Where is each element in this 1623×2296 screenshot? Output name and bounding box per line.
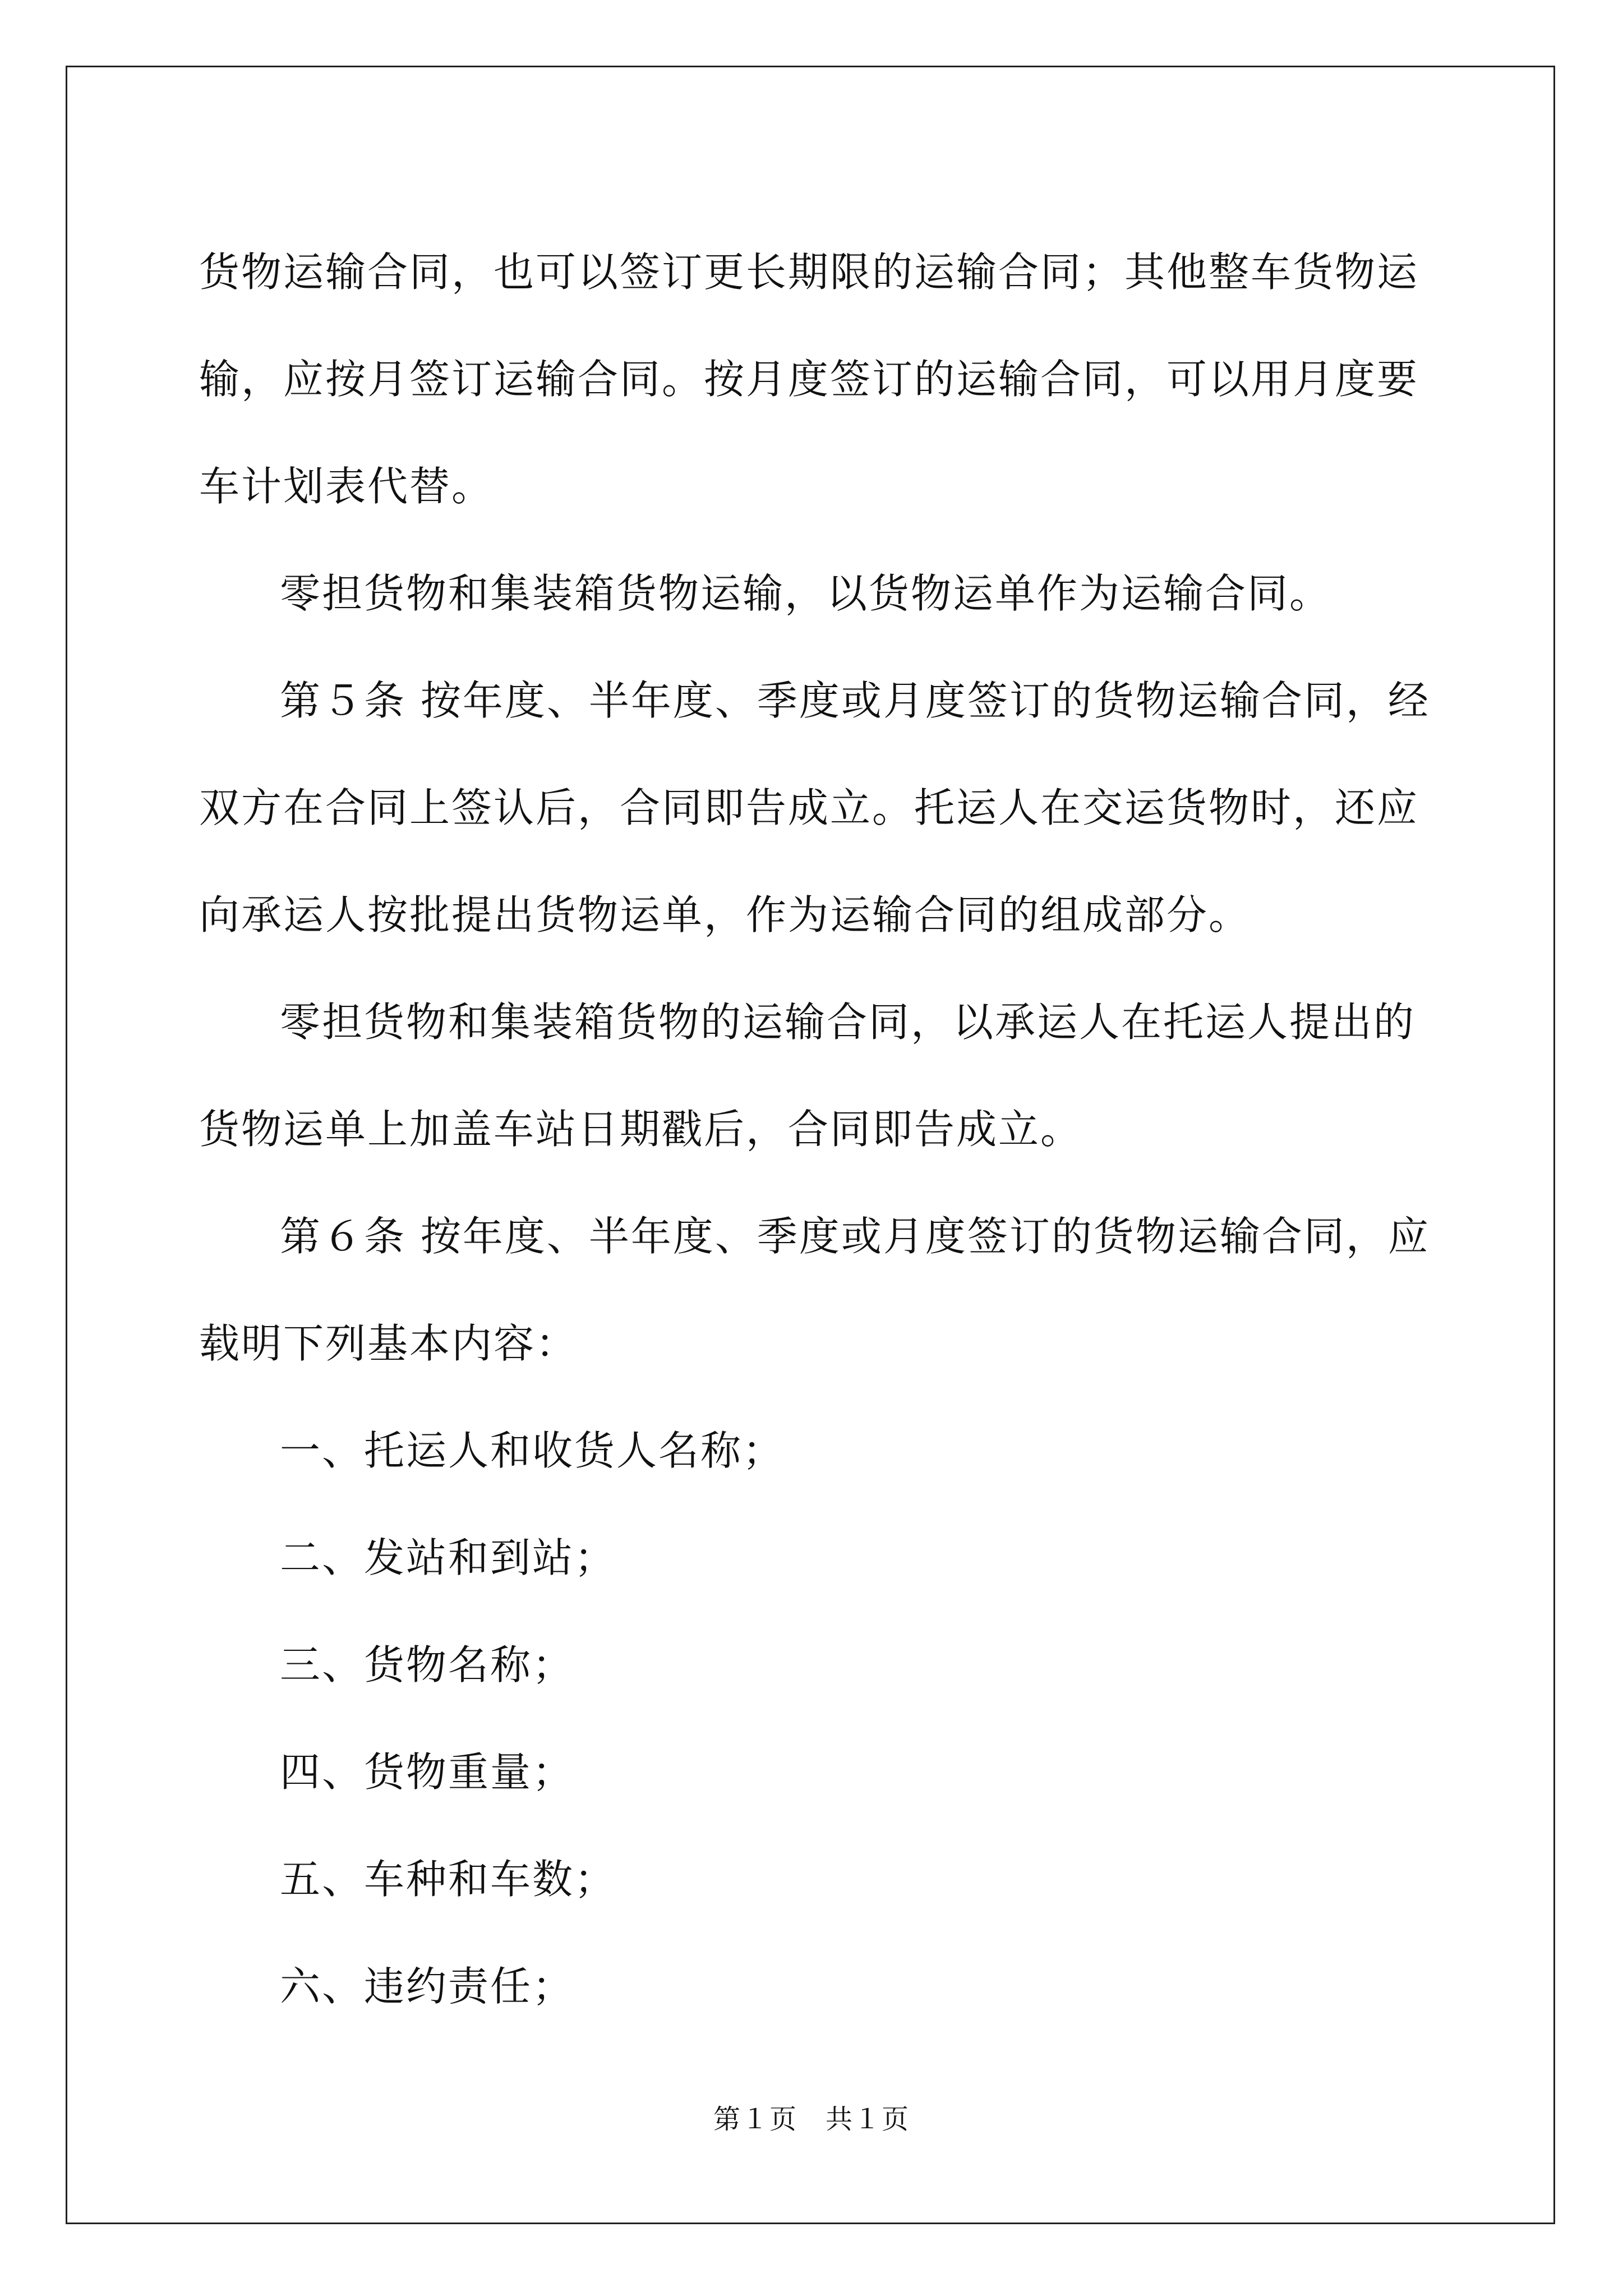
paragraph-3: 第５条 按年度、半年度、季度或月度签订的货物运输合同，经双方在合同上签认后，合同即告成立。托运人在交运货物时，还应向承运人按批提出货物运单，作为运输合同的组成部分。 (199, 677, 1430, 938)
list-item-1: 一、托运人和收货人名称； (280, 1427, 785, 1474)
list-item-2: 二、发站和到站； (280, 1534, 617, 1581)
list-item-4: 四、货物重量； (280, 1749, 575, 1796)
paragraph-5: 第６条 按年度、半年度、季度或月度签订的货物运输合同，应载明下列基本内容： (199, 1213, 1430, 1367)
paragraph-4: 零担货物和集装箱货物的运输合同，以承运人在托运人提出的货物运单上加盖车站日期戳后，合同即告成立。 (199, 999, 1416, 1153)
paragraph-1: 货物运输合同，也可以签订更长期限的运输合同；其他整车货物运输，应按月签订运输合同。按月度签订的运输合同，可以用月度要车计划表代替。 (199, 249, 1419, 510)
list-item-6: 六、违约责任； (280, 1963, 575, 2010)
list-item-3: 三、货物名称； (280, 1641, 575, 1688)
list-item-5: 五、车种和车数； (280, 1856, 617, 1903)
document-body (199, 219, 1433, 2040)
paragraph-2: 零担货物和集装箱货物运输，以货物运单作为运输合同。 (280, 570, 1332, 617)
page-footer: 第１页 共１页 (713, 2104, 910, 2135)
